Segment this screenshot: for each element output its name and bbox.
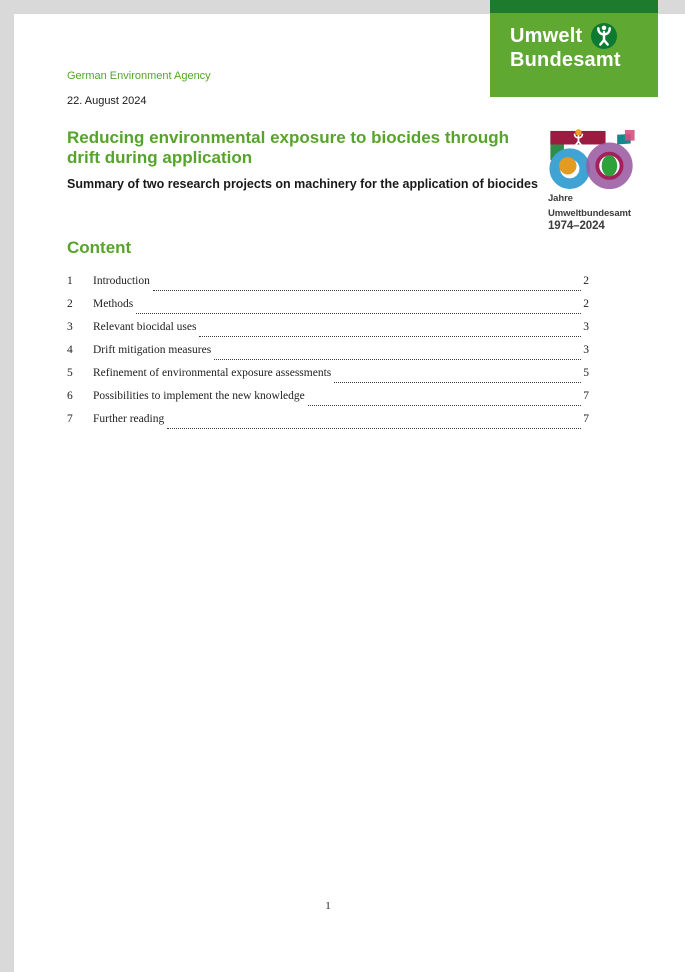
content-heading: Content — [67, 238, 132, 257]
anniversary-50-graphic — [548, 129, 636, 189]
toc-leader-dots — [153, 290, 581, 291]
toc-row[interactable] — [67, 364, 589, 387]
logo-word-bundesamt: Bundesamt — [510, 49, 621, 71]
toc-row[interactable] — [67, 387, 589, 410]
toc-title: Further reading — [93, 413, 165, 425]
logo-green-panel — [490, 13, 658, 97]
toc-row[interactable] — [67, 272, 589, 295]
toc-number: 3 — [67, 321, 73, 333]
toc-number: 6 — [67, 390, 73, 402]
toc-page-number: 7 — [583, 413, 589, 425]
anniversary-name: Umweltbundesamt — [548, 208, 631, 219]
toc-title: Relevant biocidal uses — [93, 321, 197, 333]
toc-leader-dots — [308, 405, 581, 406]
umweltbundesamt-logo — [490, 0, 658, 97]
anniversary-jahre: Jahre — [548, 193, 573, 204]
toc-number: 7 — [67, 413, 73, 425]
logo-top-strip — [490, 0, 658, 13]
toc-row[interactable] — [67, 341, 589, 364]
toc-leader-dots — [136, 313, 581, 314]
toc — [67, 272, 589, 433]
toc-leader-dots — [199, 336, 581, 337]
toc-number: 5 — [67, 367, 73, 379]
toc-leader-dots — [167, 428, 581, 429]
toc-number: 4 — [67, 344, 73, 356]
toc-page-number: 5 — [583, 367, 589, 379]
toc-title: Refinement of environmental exposure assessments — [93, 367, 332, 379]
toc-page-number: 3 — [583, 344, 589, 356]
toc-title: Drift mitigation measures — [93, 344, 212, 356]
logo-word-umwelt: Umwelt — [510, 25, 583, 47]
toc-row[interactable] — [67, 410, 589, 433]
toc-page-number: 7 — [583, 390, 589, 402]
document-subtitle: Summary of two research projects on machinery for the application of biocides — [67, 177, 538, 191]
document-title: Reducing environmental exposure to biocides through drift during application — [67, 128, 510, 167]
toc-leader-dots — [214, 359, 581, 360]
toc-leader-dots — [334, 382, 581, 383]
anniversary-years: 1974–2024 — [548, 220, 605, 232]
anniversary-50-logo — [548, 129, 640, 233]
toc-page-number: 2 — [583, 298, 589, 310]
toc-row[interactable] — [67, 295, 589, 318]
tree-person-icon — [591, 23, 617, 49]
page-number: 1 — [325, 900, 331, 912]
toc-number: 2 — [67, 298, 73, 310]
toc-title: Methods — [93, 298, 134, 310]
toc-page-number: 2 — [583, 275, 589, 287]
agency-line: German Environment Agency — [67, 70, 211, 82]
toc-page-number: 3 — [583, 321, 589, 333]
document-date: 22. August 2024 — [67, 95, 147, 107]
toc-number: 1 — [67, 275, 73, 287]
toc-title: Possibilities to implement the new knowledge — [93, 390, 305, 402]
toc-row[interactable] — [67, 318, 589, 341]
toc-title: Introduction — [93, 275, 150, 287]
